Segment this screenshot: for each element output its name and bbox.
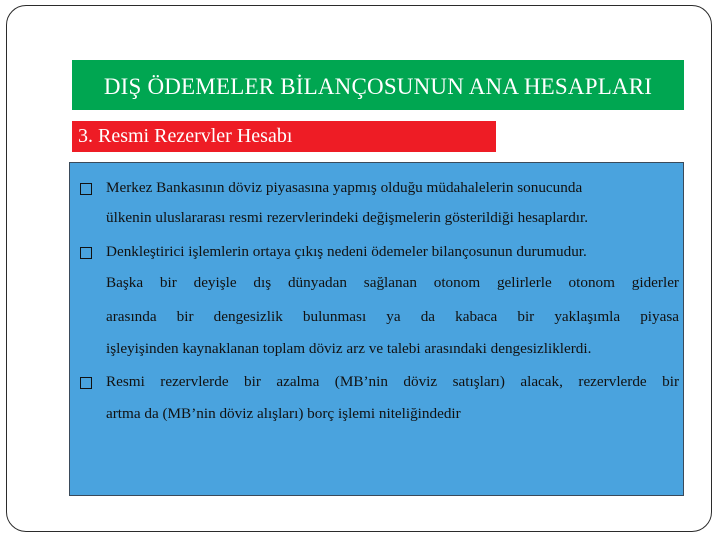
title-bar [72,60,684,110]
bullet-2 [80,244,101,259]
bullet-3-line-1: Resmi rezervlerde bir azalma (MB’nin döviz satışları) alacak, rezervlerde bir [106,373,679,390]
bullet-3 [80,374,101,389]
bullet-2-line-4: işleyişinden kaynaklanan toplam döviz arz ve talebi arasındaki dengesizliklerdi. [106,340,592,357]
slide-title: DIŞ ÖDEMELER BİLANÇOSUNUN ANA HESAPLARI [103,74,653,99]
checkbox-bullet-icon [80,247,92,259]
content-box [69,162,684,496]
bullet-1 [80,180,101,195]
bullet-2-line-1: Denkleştirici işlemlerin ortaya çıkış nedeni ödemeler bilançosunun durumudur. [106,243,587,260]
subtitle-bar [72,121,496,152]
checkbox-bullet-icon [80,183,92,195]
bullet-2-line-3: arasında bir dengesizlik bulunması ya da kabaca bir yaklaşımla piyasa [106,308,679,325]
bullet-2-line-2: Başka bir deyişle dış dünyadan sağlanan otonom gelirlerle otonom giderler [106,274,679,291]
bullet-3-line-2: artma da (MB’nin döviz alışları) borç işlemi niteliğindedir [106,405,461,422]
checkbox-bullet-icon [80,377,92,389]
slide-subtitle: 3. Resmi Rezervler Hesabı [78,125,293,147]
bullet-1-line-1: Merkez Bankasının döviz piyasasına yapmış olduğu müdahalelerin sonucunda [106,179,583,196]
bullet-1-line-2: ülkenin uluslararası resmi rezervlerindeki değişmelerin gösterildiği hesaplardır. [106,209,589,226]
